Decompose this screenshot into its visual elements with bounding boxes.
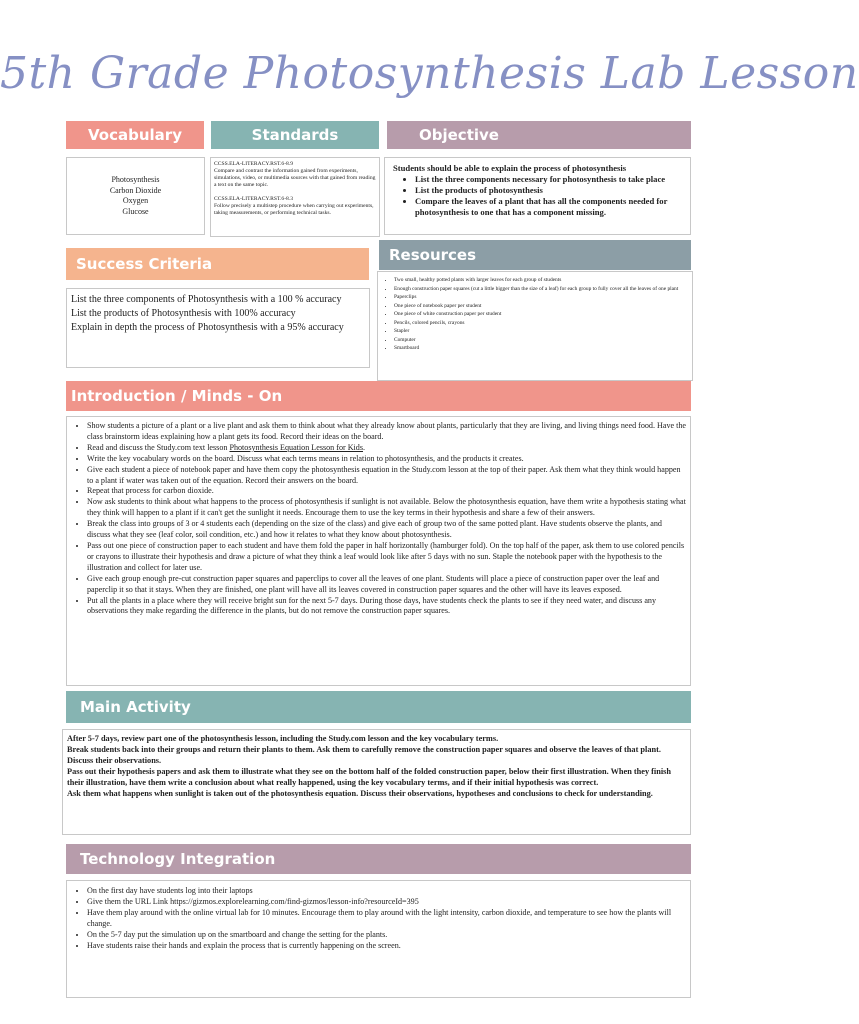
introduction-heading: Introduction / Minds - On: [71, 387, 283, 405]
standard-text: Compare and contrast the information gained from experiments, simulations, video, or multimedia sources with that gained from reading a text on the same topic.: [214, 168, 376, 188]
vocab-term: Carbon Dioxide: [109, 185, 162, 195]
main-activity-header: [66, 691, 691, 723]
standards-header: [211, 121, 379, 149]
standard-item: [214, 161, 376, 189]
vocab-term: Glucose: [122, 206, 149, 216]
list-item: • Compare the leaves of a plant that has all the components needed for photosynthesis to one that has a component missing.: [415, 196, 684, 218]
criteria-line: Explain in depth the process of Photosynthesis with a 95% accuracy: [71, 322, 344, 333]
standards-box: [210, 157, 380, 237]
list-item: • List the products of photosynthesis: [415, 185, 684, 196]
main-activity-heading: Main Activity: [80, 698, 191, 716]
standard-code: CCSS.ELA-LITERACY.RST.6-8.3: [214, 196, 294, 202]
list-item: • List the three components necessary for photosynthesis to take place: [415, 174, 684, 185]
list-item: [87, 443, 686, 454]
list-item: • Have students raise their hands and explain the process that is currently happening on the screen.: [87, 941, 686, 952]
resources-list: [382, 276, 688, 353]
objective-heading: Objective: [419, 126, 499, 144]
page-title: 5th Grade Photosynthesis Lab Lesson: [0, 48, 859, 99]
resources-heading: Resources: [389, 246, 477, 264]
vocabulary-heading: Vocabulary: [88, 126, 182, 144]
technology-header: [66, 844, 691, 874]
list-item: • Break the class into groups of 3 or 4 students each (depending on the size of the class) and give each of group two of the same potted plant. Have students observe the plants, and discuss what they see (leaf color, soil condition, etc.) and how it relates to what they know about photosynthesis.: [87, 519, 686, 541]
list-item-text: Read and discuss the Study.com text lesson: [87, 442, 230, 452]
list-item: • Smartboard: [394, 344, 688, 353]
list-item: • Give each group enough pre-cut construction paper squares and paperclips to cover all the leaves of one plant. Students will place a piece of construction paper over the leaf and paperclip it so that it stays. When they are finished, one plant will have all its leaves covered in construction paper squares and the other will have its leaves exposed.: [87, 574, 686, 596]
criteria-line: List the products of Photosynthesis with 100% accuracy: [71, 308, 296, 319]
standards-heading: Standards: [251, 126, 339, 144]
list-item: • One piece of white construction paper per student: [394, 310, 688, 319]
vocab-term: Oxygen: [122, 196, 149, 205]
list-item: • Now ask students to think about what happens to the process of photosynthesis if sunlight is not available. Below the photosynthesis equation, have them write a hypothesis stating what they think will happen to a plant if it can't get the sunlight it needs. Encourage them to use the key terms in their hypothesis and share a few of their answers.: [87, 497, 686, 519]
introduction-list: [71, 421, 686, 617]
technology-heading: Technology Integration: [80, 850, 276, 868]
success-criteria-box: [66, 288, 370, 368]
lesson-link[interactable]: Photosynthesis Equation Lesson for Kids: [229, 442, 363, 452]
list-item: • Paperclips: [394, 293, 688, 302]
list-item: • Computer: [394, 336, 688, 345]
objective-list: [393, 174, 684, 218]
objective-box: [384, 157, 691, 235]
list-item: • Put all the plants in a place where they will receive bright sun for the next 5-7 days. During those days, have students check the plants to see if they need water, and discuss any observations they make regarding the difference in the plants, but do not remove the construction paper squares.: [87, 596, 686, 618]
objective-intro: Students should be able to explain the process of photosynthesis: [393, 163, 627, 173]
technology-box: [66, 880, 691, 998]
vocabulary-header: [66, 121, 204, 149]
list-item: • Pencils, colored pencils, crayons: [394, 319, 688, 328]
list-item: • Write the key vocabulary words on the board. Discuss what each terms means in relation to photosynthesis, and the products it creates.: [87, 454, 686, 465]
resources-header: [379, 240, 691, 270]
list-item: • On the 5-7 day put the simulation up on the smartboard and change the setting for the plants.: [87, 930, 686, 941]
list-item: • Stapler: [394, 327, 688, 336]
objective-header: [387, 121, 691, 149]
list-item: • Two small, healthy potted plants with larger leaves for each group of students: [394, 276, 688, 285]
vocab-term: Photosynthesis: [111, 175, 160, 184]
success-criteria-heading: Success Criteria: [76, 255, 213, 273]
list-item: • Give each student a piece of notebook paper and have them copy the photosynthesis equation in the Study.com lesson at the top of their paper. Ask them what they think would happen to a plant if water was taken out of the equation. Record their answers on the board.: [87, 465, 686, 487]
list-item: • Give them the URL Link https://gizmos.explorelearning.com/find-gizmos/lesson-info?resourceId=395: [87, 897, 686, 908]
introduction-header: [66, 381, 691, 411]
introduction-box: [66, 416, 691, 686]
list-item: • Have them play around with the online virtual lab for 10 minutes. Encourage them to play around with the light intensity, carbon dioxide, and temperature to see how the plants will change.: [87, 908, 686, 930]
list-item: • Repeat that process for carbon dioxide.: [87, 486, 686, 497]
list-item: • Enough construction paper squares (cut a little bigger than the size of a leaf) for each group to fully cover all the leaves of one plant: [394, 285, 688, 294]
main-paragraph: Ask them what happens when sunlight is taken out of the photosynthesis equation. Discuss their observations, hypotheses and conclusions to check for understanding.: [67, 788, 653, 798]
list-item: • Show students a picture of a plant or a live plant and ask them to think about what they already know about plants, particularly that they are living, and living things need food. Have the class brainstorm ideas explaining how a plant gets its food. Record their ideas on the board.: [87, 421, 686, 443]
main-paragraph: Pass out their hypothesis papers and ask them to illustrate what they see on the bottom half of the folded construction paper, below their first illustration. When they finish their illustration, have them write a conclusion about what really happened, using the key vocabulary terms, and if their initial hypothesis was correct.: [67, 766, 672, 787]
success-criteria-header: [66, 248, 369, 280]
standard-item: [214, 196, 376, 217]
list-item: • On the first day have students log into their laptops: [87, 886, 686, 897]
standard-code: CCSS.ELA-LITERACY.RST.6-8.9: [214, 161, 294, 167]
criteria-line: List the three components of Photosynthesis with a 100 % accuracy: [71, 294, 342, 305]
standard-text: Follow precisely a multistep procedure when carrying out experiments, taking measurements, or performing technical tasks.: [214, 203, 374, 216]
main-paragraph: Break students back into their groups and return their plants to them. Ask them to carefully remove the construction paper squares and observe the leaves of that plant. Discuss their observations.: [67, 744, 661, 765]
vocabulary-box: [66, 157, 205, 235]
technology-list: [71, 886, 686, 951]
list-item-text: .: [363, 442, 366, 452]
main-activity-box: [62, 729, 691, 835]
list-item: • Pass out one piece of construction paper to each student and have them fold the paper in half horizontally (hamburger fold). On the top half of the paper, ask them to use colored pencils or crayons to illustrate their hypothesis and draw a picture of what they think a leaf would look like after 5 days with no sun. Staple the notebook paper with the hypothesis to the illustration and collect for later use.: [87, 541, 686, 574]
main-paragraph: After 5-7 days, review part one of the photosynthesis lesson, including the Study.com lesson and the key vocabulary terms.: [67, 734, 499, 743]
list-item: • One piece of notebook paper per student: [394, 302, 688, 311]
resources-box: [377, 271, 693, 381]
